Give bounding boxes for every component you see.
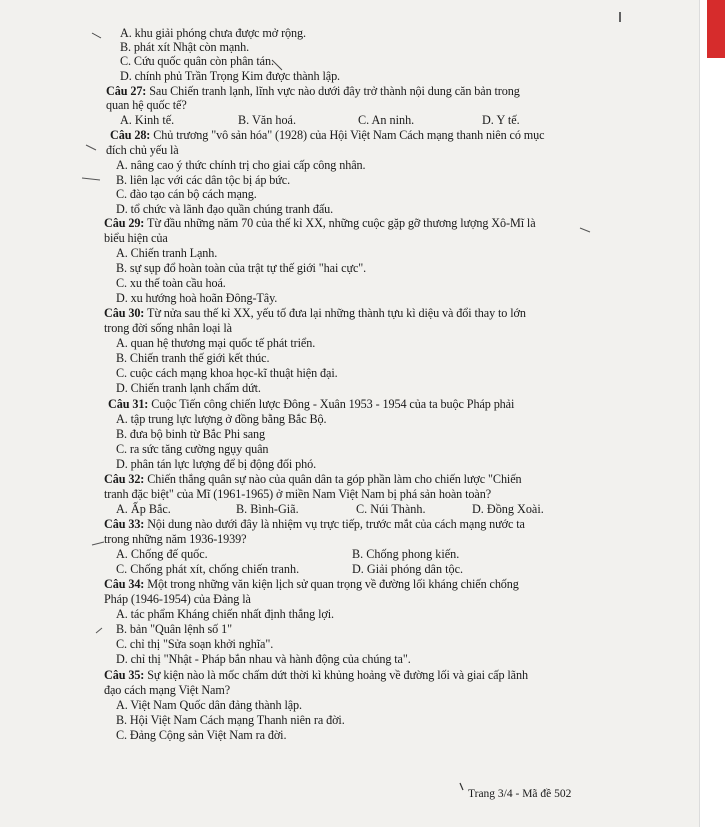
q29-option-d: D. xu hướng hoà hoãn Đông-Tây. bbox=[116, 291, 278, 305]
q31-label: Câu 31: bbox=[108, 397, 149, 411]
q26-option-c: C. Cứu quốc quân còn phân tán. bbox=[120, 54, 274, 68]
q29-label: Câu 29: bbox=[104, 216, 145, 230]
q33-stem-cont: trong những năm 1936-1939? bbox=[104, 532, 247, 546]
q34-stem-cont: Pháp (1946-1954) của Đảng là bbox=[104, 592, 251, 606]
q34-option-c: C. chỉ thị "Sửa soạn khởi nghĩa". bbox=[116, 637, 274, 651]
q34-text: Một trong những văn kiện lịch sử quan trọng về đường lối kháng chiến chống bbox=[144, 577, 519, 591]
page-footer: Trang 3/4 - Mã đề 502 bbox=[468, 788, 572, 800]
q32-option-c: C. Núi Thành. bbox=[356, 502, 426, 516]
q27-option-d: D. Y tế. bbox=[482, 113, 520, 127]
q28-option-c: C. đào tạo cán bộ cách mạng. bbox=[116, 187, 257, 201]
q26-option-d: D. chính phủ Trần Trọng Kim được thành lập. bbox=[120, 69, 341, 83]
page-edge bbox=[699, 0, 725, 827]
q33-option-d: D. Giải phóng dân tộc. bbox=[352, 562, 464, 576]
q33-option-c: C. Chống phát xít, chống chiến tranh. bbox=[116, 562, 300, 576]
q28-stem-cont: đích chủ yếu là bbox=[106, 143, 179, 157]
q26-option-a: A. khu giải phóng chưa được mở rộng. bbox=[120, 26, 306, 40]
q27-option-b: B. Văn hoá. bbox=[238, 113, 296, 127]
q28-option-b: B. liên lạc với các dân tộc bị áp bức. bbox=[116, 173, 291, 187]
q31-option-a: A. tập trung lực lượng ở đồng bằng Bắc Bộ. bbox=[116, 412, 327, 426]
q32-text: Chiến thắng quân sự nào của quân dân ta góp phần làm cho chiến lược "Chiến bbox=[144, 472, 522, 486]
q30-option-c: C. cuộc cách mạng khoa học-kĩ thuật hiện đại. bbox=[116, 366, 338, 380]
q27-option-a: A. Kinh tế. bbox=[120, 113, 175, 127]
q30-stem-cont: trong đời sống nhân loại là bbox=[104, 321, 232, 335]
q30-text: Từ nửa sau thế kỉ XX, yếu tố đưa lại những thành tựu kì diệu và đổi thay to lớn bbox=[144, 306, 526, 320]
q32-option-d: D. Đồng Xoài. bbox=[472, 502, 544, 516]
q27-text: Sau Chiến tranh lạnh, lĩnh vực nào dưới đây trở thành nội dung căn bản trong bbox=[146, 84, 520, 98]
q33-option-a: A. Chống đế quốc. bbox=[116, 547, 208, 561]
q31-text: Cuộc Tiến công chiến lược Đông - Xuân 1953 - 1954 của ta buộc Pháp phải bbox=[148, 397, 515, 411]
q31-option-b: B. đưa bộ binh từ Bắc Phi sang bbox=[116, 427, 266, 441]
q28-option-d: D. tổ chức và lãnh đạo quần chúng tranh đấu. bbox=[116, 202, 334, 216]
q30-label: Câu 30: bbox=[104, 306, 145, 320]
q35-label: Câu 35: bbox=[104, 668, 145, 682]
q29-option-b: B. sự sụp đổ hoàn toàn của trật tự thế giới "hai cực". bbox=[116, 261, 367, 275]
q35-option-a: A. Việt Nam Quốc dân đảng thành lập. bbox=[116, 698, 302, 712]
q28-label: Câu 28: bbox=[110, 128, 151, 142]
q34-option-d: D. chỉ thị "Nhật - Pháp bắn nhau và hành động của chúng ta". bbox=[116, 652, 411, 666]
q27-option-c: C. An ninh. bbox=[358, 113, 415, 127]
q34-label: Câu 34: bbox=[104, 577, 145, 591]
q31-option-c: C. ra sức tăng cường ngụy quân bbox=[116, 442, 269, 456]
q32-stem-cont: tranh đặc biệt" của Mĩ (1961-1965) ở miền Nam Việt Nam bị phá sản hoàn toàn? bbox=[104, 487, 491, 501]
q29-text: Từ đầu những năm 70 của thế kỉ XX, những cuộc gặp gỡ thương lượng Xô-Mĩ là bbox=[144, 216, 536, 230]
q35-option-b: B. Hội Việt Nam Cách mạng Thanh niên ra đời. bbox=[116, 713, 345, 727]
q35-option-c: C. Đảng Cộng sản Việt Nam ra đời. bbox=[116, 728, 287, 742]
q28-option-a: A. nâng cao ý thức chính trị cho giai cấp công nhân. bbox=[116, 158, 366, 172]
q34-option-a: A. tác phẩm Kháng chiến nhất định thắng lợi. bbox=[116, 607, 334, 621]
q31-option-d: D. phân tán lực lượng để bị động đối phó. bbox=[116, 457, 317, 471]
q33-option-b: B. Chống phong kiến. bbox=[352, 547, 460, 561]
q27-stem-cont: quan hệ quốc tế? bbox=[106, 98, 187, 112]
q34-option-b: B. bản "Quân lệnh số 1" bbox=[116, 622, 232, 636]
q29-stem-cont: biểu hiện của bbox=[104, 231, 168, 245]
red-tab-marker bbox=[707, 0, 725, 58]
q28-text: Chủ trương "vô sản hóa" (1928) của Hội Việt Nam Cách mạng thanh niên có mục bbox=[150, 128, 545, 142]
q27-label: Câu 27: bbox=[106, 84, 147, 98]
q32-label: Câu 32: bbox=[104, 472, 145, 486]
q26-option-b: B. phát xít Nhật còn mạnh. bbox=[120, 40, 250, 54]
q30-option-b: B. Chiến tranh thế giới kết thúc. bbox=[116, 351, 270, 365]
q35-stem-cont: đạo cách mạng Việt Nam? bbox=[104, 683, 231, 697]
q33-label: Câu 33: bbox=[104, 517, 145, 531]
q32-option-a: A. Ấp Bắc. bbox=[116, 502, 171, 516]
q33-text: Nội dung nào dưới đây là nhiệm vụ trực tiếp, trước mắt của cách mạng nước ta bbox=[144, 517, 525, 531]
q30-option-a: A. quan hệ thương mại quốc tế phát triển. bbox=[116, 336, 316, 350]
q29-option-c: C. xu thế toàn cầu hoá. bbox=[116, 276, 226, 290]
q32-option-b: B. Bình-Giã. bbox=[236, 502, 299, 516]
q35-text: Sự kiện nào là mốc chấm dứt thời kì khủng hoảng về đường lối và giai cấp lãnh bbox=[144, 668, 528, 682]
q30-option-d: D. Chiến tranh lạnh chấm dứt. bbox=[116, 381, 261, 395]
q29-option-a: A. Chiến tranh Lạnh. bbox=[116, 246, 218, 260]
